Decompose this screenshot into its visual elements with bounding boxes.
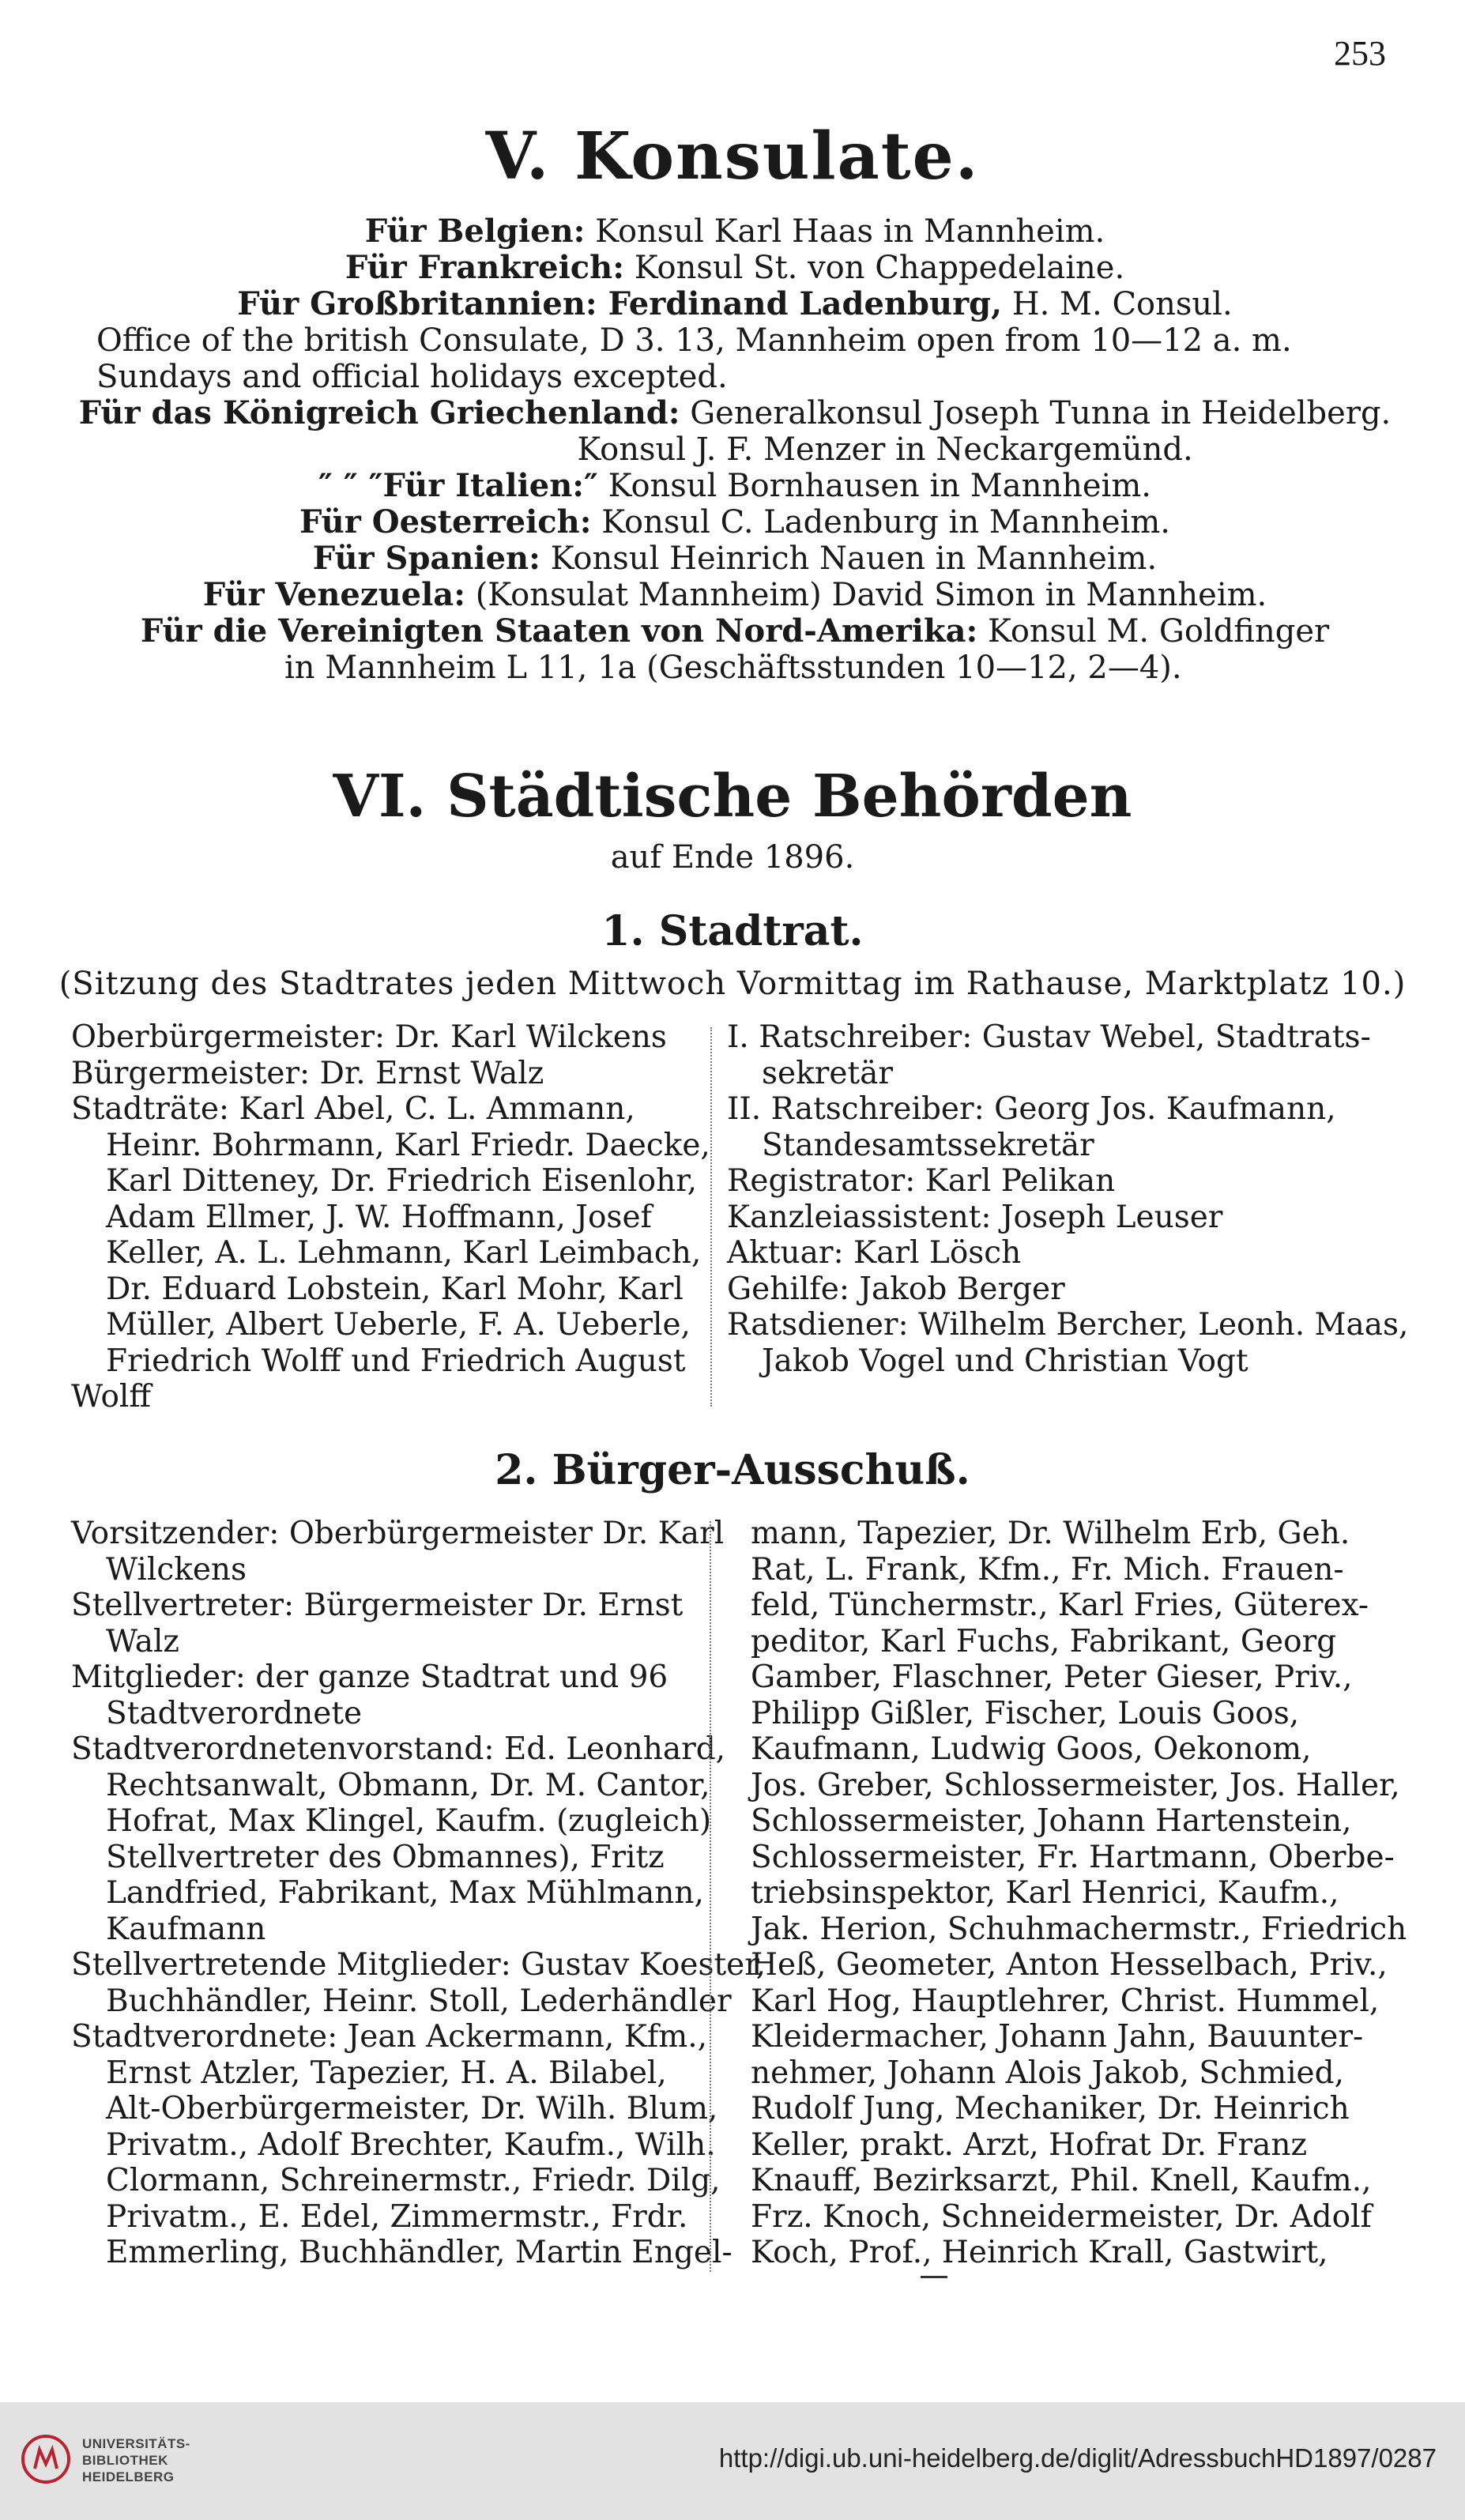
list-line: Privatm., Adolf Brechter, Kaufm., Wilh. [106, 2126, 716, 2163]
consulate-entry [71, 250, 1399, 286]
list-line: Kaufmann [106, 1911, 266, 1947]
list-line: Oberbürgermeister: Dr. Karl Wilckens [71, 1019, 667, 1055]
list-line: Rudolf Jung, Mechaniker, Dr. Heinrich [751, 2091, 1350, 2126]
consulate-text: in Mannheim L 11, 1a (Geschäftsstunden 10—12, 2—4). [284, 650, 1182, 686]
list-line: Schlossermeister, Fr. Hartmann, Oberbe- [751, 1839, 1395, 1875]
list-line: Heinr. Bohrmann, Karl Friedr. Daecke, [106, 1127, 710, 1163]
stadtrat-left-column [71, 1019, 710, 1415]
ausschuss-right-column [751, 1516, 1407, 2271]
list-line: Gamber, Flaschner, Peter Gieser, Priv., [751, 1659, 1353, 1695]
consulate-entry [71, 322, 1399, 359]
list-line: peditor, Karl Fuchs, Fabrikant, Georg [751, 1623, 1337, 1659]
consulate-entry [71, 286, 1399, 322]
consulate-country-label: Für Spanien: [312, 540, 540, 577]
university-library-logo-icon [21, 2434, 71, 2484]
library-name [82, 2435, 190, 2485]
list-line: Rechtsanwalt, Obmann, Dr. M. Cantor, [106, 1767, 710, 1803]
list-line: Adam Ellmer, J. W. Hoffmann, Josef [106, 1199, 652, 1235]
list-line: Mitglieder: der ganze Stadtrat und 96 [71, 1659, 668, 1695]
column-divider [710, 1027, 712, 1407]
list-line: Stellvertreter des Obmannes), Fritz [106, 1839, 665, 1875]
list-line: Philipp Gißler, Fischer, Louis Goos, [751, 1695, 1300, 1731]
consulate-country-label: Für Frankreich: [345, 249, 624, 286]
consulate-entry [71, 613, 1399, 650]
library-name-line-3: HEIDELBERG [82, 2469, 175, 2484]
list-line: Privatm., E. Edel, Zimmermstr., Frdr. [106, 2198, 688, 2235]
list-line: Emmerling, Buchhändler, Martin Engel- [106, 2235, 732, 2270]
list-line: Alt-Oberbürgermeister, Dr. Wilh. Blum, [106, 2091, 718, 2126]
list-line: Karl Dittenеy, Dr. Friedrich Eisenlohr, [106, 1163, 698, 1199]
list-line: Hofrat, Max Klingel, Kaufm. (zugleich) [106, 1803, 712, 1839]
continuation-dash [921, 2276, 947, 2278]
consulate-text: Konsul Bornhausen in Mannheim. [597, 468, 1151, 504]
list-line: Aktuar: Karl Lösch [727, 1235, 1022, 1271]
consulate-text: Konsul C. Ladenburg in Mannheim. [591, 504, 1170, 541]
list-line: Heß, Geometer, Anton Hesselbach, Priv., [751, 1947, 1388, 1983]
consulate-entry [71, 468, 1399, 504]
consulate-entry [71, 541, 1399, 577]
consulate-country-label: Für das Königreich Griechenland: [78, 394, 680, 431]
consulate-country-label: Für Belgien: [364, 213, 586, 250]
list-line: Wolff [71, 1379, 152, 1414]
list-line: Rat, L. Frank, Kfm., Fr. Mich. Frauen- [751, 1551, 1344, 1588]
consulate-text: Konsul M. Goldfinger [977, 613, 1330, 650]
list-line: feld, Tünchermstr., Karl Fries, Güterex- [751, 1588, 1369, 1623]
list-line: sekretär [762, 1055, 894, 1091]
list-line: Standesamtssekretär [762, 1127, 1094, 1163]
list-line: Jak. Herion, Schuhmachermstr., Friedrich [751, 1911, 1407, 1947]
stadtrat-meeting-note: (Sitzung des Stadtrates jeden Mittwoch Vormittag im Rathause, Marktplatz 10.) [58, 966, 1407, 1002]
consulate-country-label: ″ ″ ″Für Italien:″ [318, 467, 598, 504]
consulate-text: (Konsulat Mannheim) David Simon in Mannheim. [465, 577, 1267, 613]
consulate-entry [71, 213, 1399, 250]
section-title-konsulate: V. Konsulate. [485, 119, 980, 194]
list-line: Kaufmann, Ludwig Goos, Oekonom, [751, 1731, 1312, 1767]
list-line: Frz. Knoch, Schneidermeister, Dr. Adolf [751, 2198, 1372, 2235]
ausschuss-left-column [71, 1516, 766, 2271]
consulates-list [71, 213, 1399, 686]
library-name-line-1: UNIVERSITÄTS- [82, 2436, 190, 2451]
consulate-country-label: Für die Vereinigten Staaten von Nord-Amerika: [140, 612, 978, 650]
stadtrat-right-column [727, 1019, 1409, 1379]
list-line: Bürgermeister: Dr. Ernst Walz [71, 1055, 544, 1091]
list-line: triebsinspektor, Karl Henrici, Kaufm., [751, 1875, 1339, 1911]
consulate-entry [71, 395, 1399, 431]
list-line: Schlossermeister, Johann Hartenstein, [751, 1803, 1352, 1839]
list-line: mann, Tapezier, Dr. Wilhelm Erb, Geh. [751, 1516, 1350, 1551]
list-line: II. Ratschreiber: Georg Jos. Kaufmann, [727, 1091, 1336, 1127]
list-line: Jos. Greber, Schlossermeister, Jos. Haller, [751, 1767, 1400, 1803]
subsection-title-stadtrat: 1. Stadtrat. [601, 907, 864, 955]
consulate-text: Konsul Heinrich Nauen in Mannheim. [540, 541, 1158, 577]
consulate-text: Sundays and official holidays excepted. [96, 359, 728, 395]
consulate-entry [71, 504, 1399, 541]
list-line: Clormann, Schreinermstr., Friedr. Dilg, [106, 2163, 721, 2198]
list-line: Wilckens [106, 1551, 247, 1588]
list-line: Müller, Albert Ueberle, F. A. Ueberle, [106, 1307, 691, 1343]
list-line: Gehilfe: Jakob Berger [727, 1271, 1065, 1307]
consulate-country-label: Für Oesterreich: [299, 503, 592, 541]
section-title-staedtische-behoerden: VI. Städtische Behörden [333, 763, 1132, 831]
list-line: Keller, prakt. Arzt, Hofrat Dr. Franz [751, 2126, 1308, 2163]
list-line: Stellvertretende Mitglieder: Gustav Koester, [71, 1947, 766, 1983]
list-line: Stellvertreter: Bürgermeister Dr. Ernst [71, 1588, 684, 1623]
consulate-text: H. M. Consul. [1002, 286, 1233, 322]
list-line: Registrator: Karl Pelikan [727, 1163, 1116, 1199]
consulate-country-label: Für Venezuela: [202, 576, 465, 613]
list-line: Landfried, Fabrikant, Max Mühlmann, [106, 1875, 704, 1911]
list-line: Keller, A. L. Lehmann, Karl Leimbach, [106, 1235, 702, 1271]
list-line: Walz [106, 1623, 179, 1659]
subtitle-date: auf Ende 1896. [610, 839, 855, 876]
column-divider [710, 1521, 711, 2272]
library-name-line-2: BIBLIOTHEK [82, 2453, 168, 2468]
consulate-text: Konsul J. F. Menzer in Neckargemünd. [577, 431, 1193, 468]
list-line: Stadträte: Karl Abel, C. L. Ammann, [71, 1091, 635, 1127]
consulate-entry [71, 650, 1399, 686]
consulate-text: Konsul Karl Haas in Mannheim. [585, 213, 1105, 250]
list-line: nehmer, Johann Alois Jakob, Schmied, [751, 2055, 1344, 2091]
consulate-text: Konsul St. von Chappedelaine. [624, 250, 1125, 286]
consulate-text: Office of the british Consulate, D 3. 13, Mannheim open from 10—12 a. m. [96, 322, 1292, 359]
subsection-title-buerger-ausschuss: 2. Bürger-Ausschuß. [495, 1446, 970, 1494]
list-line: Knauff, Bezirksarzt, Phil. Knell, Kaufm., [751, 2163, 1372, 2198]
list-line: Buchhändler, Heinr. Stoll, Lederhändler [106, 1983, 732, 2019]
list-line: Stadtverordnete: Jean Ackermann, Kfm., [71, 2019, 708, 2055]
source-url-link[interactable]: http://digi.ub.uni-heidelberg.de/diglit/AdressbuchHD1897/0287 [718, 2443, 1437, 2473]
page-number: 253 [1334, 34, 1386, 73]
list-line: Stadtverordnete [106, 1695, 363, 1731]
consulate-entry [71, 577, 1399, 613]
list-line: Kanzleiassistent: Joseph Leuser [727, 1199, 1223, 1235]
footer-bar [0, 2402, 1465, 2520]
list-line: Kleidermacher, Johann Jahn, Bauunter- [751, 2019, 1364, 2055]
consulate-text: Generalkonsul Joseph Tunna in Heidelberg. [680, 395, 1392, 431]
consulate-entry [71, 359, 1399, 395]
list-line: I. Ratschreiber: Gustav Webel, Stadtrats- [727, 1019, 1371, 1055]
list-line: Karl Hog, Hauptlehrer, Christ. Hummel, [751, 1983, 1380, 2019]
list-line: Jakob Vogel und Christian Vogt [762, 1343, 1248, 1379]
list-line: Dr. Eduard Lobstein, Karl Mohr, Karl [106, 1271, 684, 1307]
list-line: Ratsdiener: Wilhelm Bercher, Leonh. Maas, [727, 1307, 1409, 1343]
list-line: Koch, Prof., Heinrich Krall, Gastwirt, [751, 2235, 1328, 2270]
consulate-entry [71, 431, 1399, 468]
list-line: Ernst Atzler, Tapezier, H. A. Bilabel, [106, 2055, 667, 2091]
consulate-country-label: Für Großbritannien: Ferdinand Ladenburg, [237, 285, 1003, 322]
list-line: Vorsitzender: Oberbürgermeister Dr. Karl [71, 1516, 725, 1551]
list-line: Stadtverordnetenvorstand: Ed. Leonhard, [71, 1731, 726, 1767]
list-line: Friedrich Wolff und Friedrich August [106, 1343, 686, 1379]
